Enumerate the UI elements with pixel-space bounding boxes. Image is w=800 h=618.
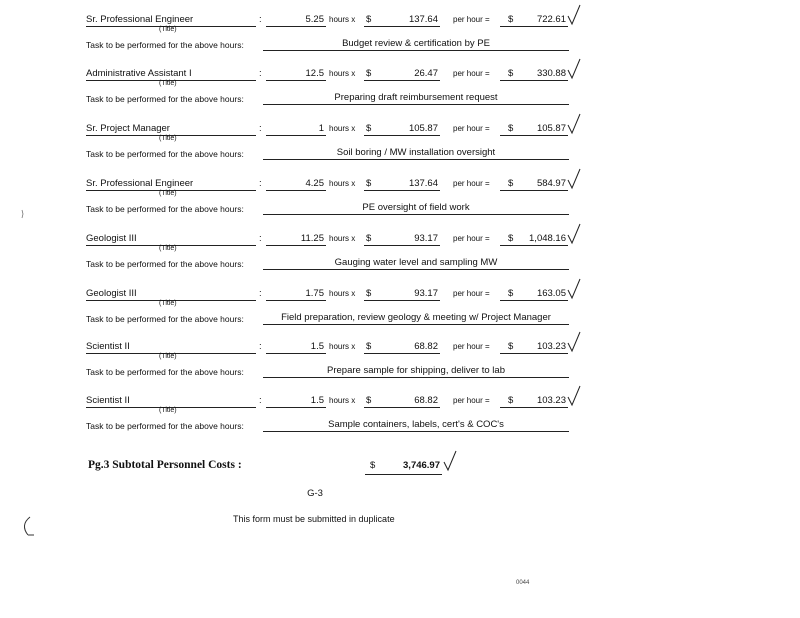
amount-dollar-sign: $ xyxy=(508,341,514,352)
check-mark-icon xyxy=(567,331,581,353)
amount-dollar-sign: $ xyxy=(508,68,514,79)
task-underline xyxy=(263,377,569,378)
personnel-row xyxy=(0,123,800,173)
hours-value: 12.5 xyxy=(305,68,324,79)
margin-mark-icon xyxy=(18,515,38,539)
task-description: Gauging water level and sampling MW xyxy=(334,257,498,268)
task-description: Field preparation, review geology & meeting w/ Project Manager xyxy=(281,312,551,323)
hourly-rate: 137.64 xyxy=(408,178,438,189)
hours-value: 1 xyxy=(318,123,324,134)
title-caption: (Title) xyxy=(159,407,177,414)
check-mark-icon xyxy=(567,223,581,245)
personnel-row xyxy=(0,341,800,391)
row-amount: 103.23 xyxy=(536,395,566,406)
amount-dollar-sign: $ xyxy=(508,395,514,406)
hours-value: 1.75 xyxy=(305,288,324,299)
task-label: Task to be performed for the above hours: xyxy=(86,259,244,269)
footer-note: This form must be submitted in duplicate xyxy=(233,514,395,524)
personnel-row xyxy=(0,395,800,445)
amount-dollar-sign: $ xyxy=(508,233,514,244)
per-hour-label: per hour = xyxy=(453,15,490,24)
task-underline xyxy=(263,104,569,105)
task-label: Task to be performed for the above hours: xyxy=(86,40,244,50)
rate-dollar-sign: $ xyxy=(366,178,372,189)
per-hour-label: per hour = xyxy=(453,69,490,78)
hours-value: 11.25 xyxy=(300,233,324,244)
position-title: Geologist III xyxy=(86,233,137,244)
hours-x-label: hours x xyxy=(329,342,356,351)
subtotal-amount: 3,746.97 xyxy=(403,460,440,471)
per-hour-label: per hour = xyxy=(453,179,490,188)
hours-underline xyxy=(266,190,326,191)
task-label: Task to be performed for the above hours: xyxy=(86,421,244,431)
colon: : xyxy=(259,68,262,79)
row-amount: 103.23 xyxy=(536,341,566,352)
amount-underline xyxy=(500,80,568,81)
colon: : xyxy=(259,395,262,406)
hours-x-label: hours x xyxy=(329,69,356,78)
check-mark-icon xyxy=(567,385,581,407)
rate-underline xyxy=(364,353,440,354)
task-description: Preparing draft reimbursement request xyxy=(334,92,498,103)
subtotal-underline xyxy=(365,474,442,475)
amount-underline xyxy=(500,407,568,408)
hours-underline xyxy=(266,353,326,354)
task-description: Soil boring / MW installation oversight xyxy=(336,147,496,158)
personnel-row xyxy=(0,68,800,118)
hourly-rate: 105.87 xyxy=(408,123,438,134)
amount-underline xyxy=(500,245,568,246)
rate-dollar-sign: $ xyxy=(366,233,372,244)
amount-dollar-sign: $ xyxy=(508,178,514,189)
check-mark-icon xyxy=(567,58,581,80)
scan-speck-icon xyxy=(18,208,28,220)
position-title: Administrative Assistant I xyxy=(86,68,192,79)
hours-x-label: hours x xyxy=(329,234,356,243)
amount-underline xyxy=(500,353,568,354)
colon: : xyxy=(259,178,262,189)
rate-dollar-sign: $ xyxy=(366,123,372,134)
task-label: Task to be performed for the above hours: xyxy=(86,314,244,324)
rate-underline xyxy=(364,300,440,301)
title-caption: (Title) xyxy=(159,135,177,142)
position-title: Scientist II xyxy=(86,395,130,406)
rate-underline xyxy=(364,190,440,191)
hours-underline xyxy=(266,300,326,301)
rate-underline xyxy=(364,26,440,27)
hours-underline xyxy=(266,407,326,408)
row-amount: 722.61 xyxy=(536,14,566,25)
hours-underline xyxy=(266,135,326,136)
colon: : xyxy=(259,14,262,25)
hours-x-label: hours x xyxy=(329,289,356,298)
task-description: Prepare sample for shipping, deliver to lab xyxy=(327,365,505,376)
row-amount: 1,048.16 xyxy=(529,233,566,244)
amount-underline xyxy=(500,135,568,136)
hours-value: 5.25 xyxy=(305,14,324,25)
task-underline xyxy=(263,431,569,432)
hours-x-label: hours x xyxy=(329,396,356,405)
check-mark-icon xyxy=(567,168,581,190)
title-caption: (Title) xyxy=(159,80,177,87)
subtotal-dollar-sign: $ xyxy=(370,460,376,471)
task-underline xyxy=(263,50,569,51)
position-title: Scientist II xyxy=(86,341,130,352)
check-mark-icon xyxy=(567,4,581,26)
page-stamp: 0044 xyxy=(516,580,530,586)
row-amount: 584.97 xyxy=(536,178,566,189)
hourly-rate: 93.17 xyxy=(414,233,438,244)
position-title: Sr. Professional Engineer xyxy=(86,14,194,25)
rate-dollar-sign: $ xyxy=(366,341,372,352)
hourly-rate: 93.17 xyxy=(414,288,438,299)
row-amount: 330.88 xyxy=(536,68,566,79)
task-description: Budget review & certification by PE xyxy=(342,38,490,49)
title-caption: (Title) xyxy=(159,245,177,252)
row-amount: 163.05 xyxy=(536,288,566,299)
colon: : xyxy=(259,233,262,244)
colon: : xyxy=(259,341,262,352)
hours-underline xyxy=(266,80,326,81)
rate-underline xyxy=(364,80,440,81)
title-caption: (Title) xyxy=(159,353,177,360)
hours-value: 4.25 xyxy=(305,178,324,189)
task-description: Sample containers, labels, cert's & COC's xyxy=(328,419,504,430)
rate-underline xyxy=(364,407,440,408)
subtotal-label: Pg.3 Subtotal Personnel Costs : xyxy=(88,459,242,471)
page-number: G-3 xyxy=(307,488,323,499)
amount-dollar-sign: $ xyxy=(508,14,514,25)
task-underline xyxy=(263,214,569,215)
personnel-row xyxy=(0,14,800,64)
hours-value: 1.5 xyxy=(310,395,324,406)
hourly-rate: 68.82 xyxy=(414,341,438,352)
task-description: PE oversight of field work xyxy=(362,202,470,213)
amount-dollar-sign: $ xyxy=(508,123,514,134)
rate-dollar-sign: $ xyxy=(366,68,372,79)
personnel-row xyxy=(0,288,800,338)
row-amount: 105.87 xyxy=(536,123,566,134)
colon: : xyxy=(259,123,262,134)
title-caption: (Title) xyxy=(159,300,177,307)
task-underline xyxy=(263,324,569,325)
title-caption: (Title) xyxy=(159,190,177,197)
hourly-rate: 137.64 xyxy=(408,14,438,25)
amount-underline xyxy=(500,300,568,301)
task-label: Task to be performed for the above hours: xyxy=(86,149,244,159)
rate-dollar-sign: $ xyxy=(366,395,372,406)
per-hour-label: per hour = xyxy=(453,124,490,133)
task-label: Task to be performed for the above hours: xyxy=(86,204,244,214)
per-hour-label: per hour = xyxy=(453,234,490,243)
personnel-row xyxy=(0,178,800,228)
rate-dollar-sign: $ xyxy=(366,288,372,299)
per-hour-label: per hour = xyxy=(453,342,490,351)
rate-dollar-sign: $ xyxy=(366,14,372,25)
subtotal-check-icon xyxy=(443,450,457,472)
colon: : xyxy=(259,288,262,299)
hourly-rate: 26.47 xyxy=(414,68,438,79)
task-underline xyxy=(263,159,569,160)
hours-underline xyxy=(266,245,326,246)
position-title: Geologist III xyxy=(86,288,137,299)
position-title: Sr. Professional Engineer xyxy=(86,178,194,189)
check-mark-icon xyxy=(567,113,581,135)
hours-x-label: hours x xyxy=(329,15,356,24)
hours-x-label: hours x xyxy=(329,124,356,133)
rate-underline xyxy=(364,135,440,136)
hours-underline xyxy=(266,26,326,27)
check-mark-icon xyxy=(567,278,581,300)
task-underline xyxy=(263,269,569,270)
per-hour-label: per hour = xyxy=(453,396,490,405)
task-label: Task to be performed for the above hours: xyxy=(86,367,244,377)
task-label: Task to be performed for the above hours: xyxy=(86,94,244,104)
hourly-rate: 68.82 xyxy=(414,395,438,406)
hours-x-label: hours x xyxy=(329,179,356,188)
amount-dollar-sign: $ xyxy=(508,288,514,299)
personnel-row xyxy=(0,233,800,283)
hours-value: 1.5 xyxy=(310,341,324,352)
position-title: Sr. Project Manager xyxy=(86,123,170,134)
amount-underline xyxy=(500,190,568,191)
per-hour-label: per hour = xyxy=(453,289,490,298)
amount-underline xyxy=(500,26,568,27)
title-caption: (Title) xyxy=(159,26,177,33)
rate-underline xyxy=(364,245,440,246)
